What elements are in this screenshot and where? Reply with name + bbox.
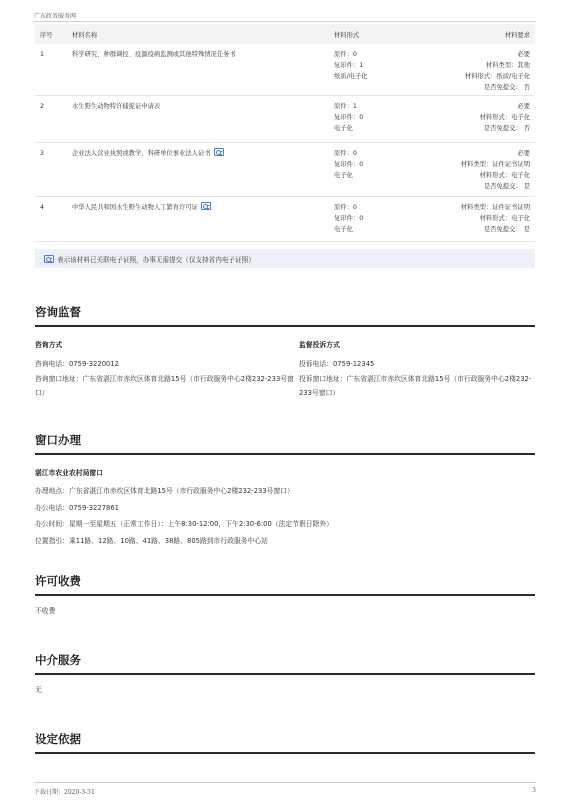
consult-address: 咨询窗口地址：广东省湛江市赤坎区体育北路15号（市行政服务中心2楼232-233号窗口） [35,374,294,397]
window-hours: 办公时间：星期一至星期五（正常工作日）：上午8:30-12:00，下午2:30-6:00（法定节假日除外） [35,520,333,528]
column-header-requirement: 材料要求 [504,31,530,39]
basis-section [35,731,535,754]
header-divider [34,21,536,22]
e-certificate-note [35,249,535,268]
section-title-window: 窗口办理 [35,432,535,455]
material-requirement: 必要 材料类型：证件证书证明 材料形式：电子化 是否免提交： 是 [460,150,530,190]
table-row [35,96,535,143]
e-certificate-icon [201,202,211,210]
fee-section [35,573,535,619]
material-requirement: 必要 材料形式：电子化 是否免提交： 否 [479,103,530,132]
note-text: 表示该材料已关联电子证照，办事无需提交（仅支持省内电子证照） [57,255,255,264]
agency-value: 无 [35,686,42,694]
material-form: 原件：0 复印件：1 纸质/电子化 [334,51,368,80]
material-name: 中华人民共和国水生野生动物人工繁育许可证 [72,204,198,211]
e-certificate-icon [44,255,54,263]
table-row [35,197,535,242]
materials-table [35,24,535,242]
table-row [35,44,535,96]
column-header-name: 材料名称 [72,31,98,39]
complaint-address: 投诉窗口地址：广东省湛江市赤坎区体育北路15号（市行政服务中心2楼232-233号窗口） [299,374,532,397]
window-section [35,432,535,549]
window-address: 办理地点：广东省湛江市赤坎区体育北路15号（市行政服务中心2楼232-233号窗口） [35,487,294,495]
e-certificate-icon [214,148,224,156]
material-name: 科学研究、种群调控、疫源疫病监测或其他特殊情况任务书 [72,51,236,58]
material-name: 水生野生动物特许捕捉证申请表 [72,103,161,110]
material-form: 原件：0 复印件：0 电子化 [334,204,364,233]
complaint-heading: 监督投诉方式 [299,341,340,349]
print-header-site: 广东政务服务网 [34,13,77,20]
page-number: 3 [532,787,536,794]
row-number: 2 [40,103,45,110]
section-title-basis: 设定依据 [35,731,535,754]
consult-phone: 咨询电话：0759-3220012 [35,360,120,368]
materials-table-header [35,24,535,44]
material-form: 原件：1 复印件：0 电子化 [334,103,364,132]
consult-section [35,304,535,401]
window-phone: 办公电话：0759-3227861 [35,503,120,512]
material-form: 原件：0 复印件：0 电子化 [334,150,364,179]
download-date: 下载日期：2020-3-31 [34,789,95,796]
consult-method [35,338,299,401]
material-requirement: 材料类型：证件证书证明 材料形式：电子化 是否免提交： 是 [460,204,530,233]
section-title-agency: 中介服务 [35,652,535,675]
row-number: 3 [40,150,45,157]
row-number: 1 [40,51,45,58]
footer-divider [34,782,536,783]
complaint-phone: 投诉电话：0759-12345 [299,360,375,368]
fee-value: 不收费 [35,607,56,615]
material-requirement: 必要 材料类型：其他 材料形式：纸质/电子化 是否免提交： 否 [464,51,530,91]
window-guide: 位置指引：乘11路、12路、10路、41路、38路、805路到市行政服务中心站 [35,536,268,545]
agency-section [35,652,535,698]
material-name: 企业法人营业执照或教学、科研单位事业法人证书 [72,150,211,157]
row-number: 4 [40,204,45,211]
consult-heading: 咨询方式 [35,341,63,349]
column-header-no: 序号 [40,31,53,39]
section-title-consult: 咨询监督 [35,304,535,327]
window-name: 湛江市农业农村局窗口 [35,469,103,477]
column-header-form: 材料形式 [334,31,360,39]
complaint-method [299,338,535,401]
section-title-fee: 许可收费 [35,573,535,596]
table-row [35,143,535,197]
